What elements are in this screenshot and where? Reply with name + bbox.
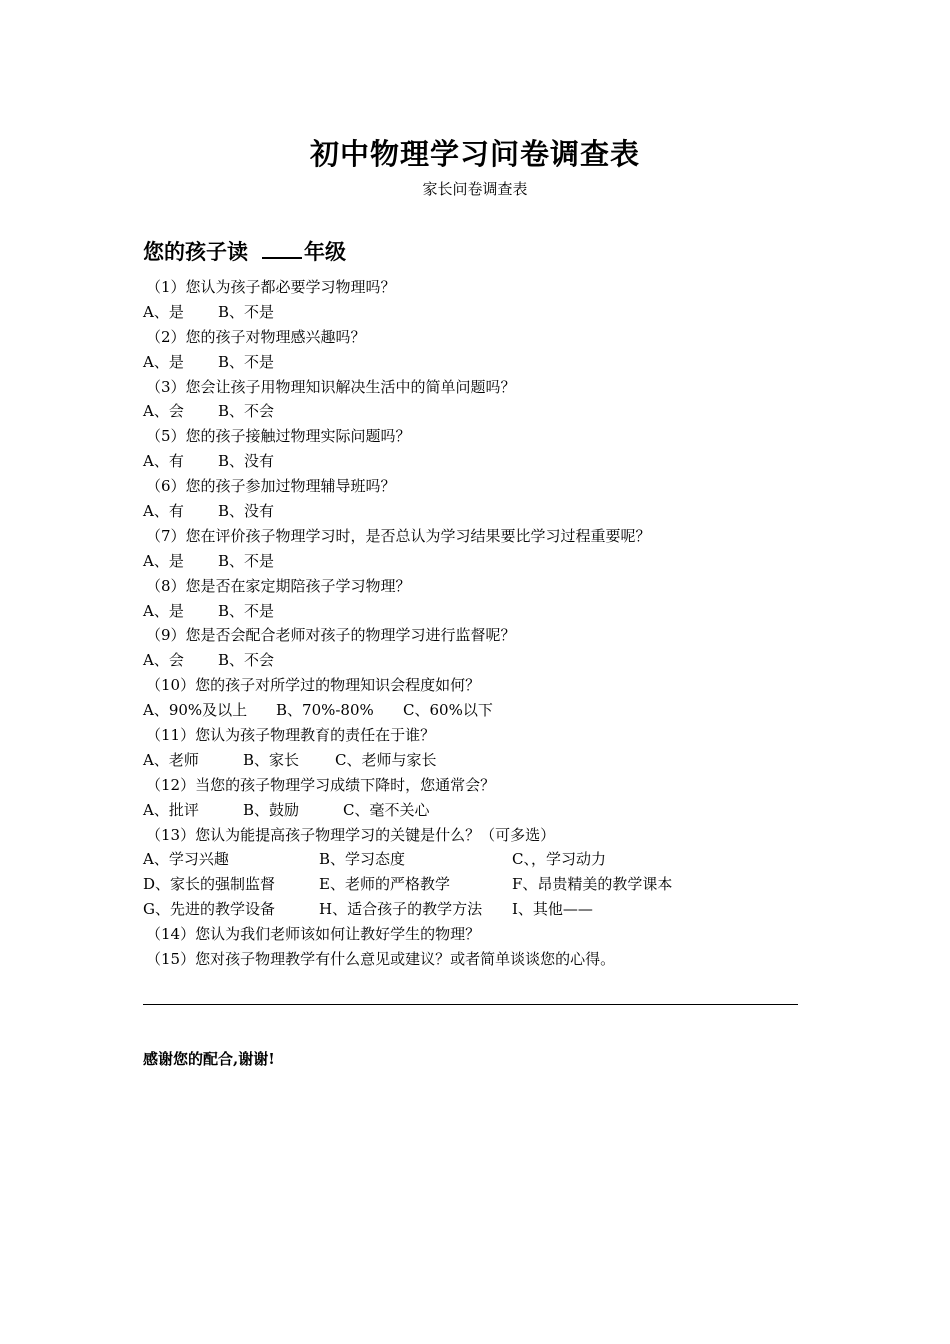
- question-options: [143, 549, 843, 574]
- answer-option[interactable]: A、会: [143, 402, 184, 421]
- answer-option[interactable]: E、老师的严格教学: [319, 875, 450, 894]
- question-text: （11）您认为孩子物理教育的责任在于谁？: [146, 726, 436, 745]
- page-title: 初中物理学习问卷调查表: [309, 137, 640, 171]
- question-text: （9）您是否会配合老师对孩子的物理学习进行监督呢？: [146, 626, 516, 645]
- question-options: [143, 847, 843, 872]
- question-options: [143, 698, 843, 723]
- grade-line: [143, 236, 346, 266]
- question-text: （5）您的孩子接触过物理实际问题吗？: [146, 427, 411, 446]
- grade-blank[interactable]: [262, 241, 302, 259]
- question-options: [143, 798, 843, 823]
- answer-option[interactable]: A、有: [143, 502, 184, 521]
- question-options: [143, 648, 843, 673]
- answer-option[interactable]: B、不会: [218, 402, 275, 421]
- grade-prefix: 您的孩子读: [143, 239, 248, 264]
- answer-option[interactable]: B、鼓励: [243, 800, 300, 819]
- question-text: （7）您在评价孩子物理学习时，是否总认为学习结果要比学习过程重要呢？: [146, 526, 651, 545]
- question-text: （8）您是否在家定期陪孩子学习物理？: [146, 576, 411, 595]
- question-text: （3）您会让孩子用物理知识解决生活中的简单问题吗？: [146, 377, 516, 396]
- answer-option[interactable]: B、不是: [218, 601, 275, 620]
- answer-option[interactable]: B、70%-80%: [276, 701, 374, 720]
- answer-option[interactable]: C、，学习动力: [512, 850, 606, 869]
- answer-option[interactable]: A、是: [143, 551, 184, 570]
- question-options: [143, 748, 843, 773]
- grade-suffix: 年级: [304, 239, 346, 264]
- answer-option[interactable]: A、学习兴趣: [143, 850, 229, 869]
- question-options: [143, 300, 843, 325]
- question-text: （15）您对孩子物理教学有什么意见或建议？或者简单谈谈您的心得。: [146, 950, 616, 969]
- answer-option[interactable]: C、老师与家长: [335, 750, 437, 769]
- page-subtitle: 家长问卷调查表: [422, 180, 528, 198]
- answer-option[interactable]: A、老师: [143, 750, 199, 769]
- question-options: [143, 599, 843, 624]
- answer-option[interactable]: A、是: [143, 601, 184, 620]
- question-options: [143, 872, 843, 897]
- answer-option[interactable]: G、先进的教学设备: [143, 900, 275, 919]
- answer-option[interactable]: B、不是: [218, 302, 275, 321]
- answer-divider: [143, 1004, 798, 1005]
- answer-option[interactable]: B、不会: [218, 651, 275, 670]
- answer-option[interactable]: B、不是: [218, 551, 275, 570]
- answer-option[interactable]: H、适合孩子的教学方法: [319, 900, 483, 919]
- question-text: （10）您的孩子对所学过的物理知识会程度如何？: [146, 676, 481, 695]
- question-text: （6）您的孩子参加过物理辅导班吗？: [146, 477, 396, 496]
- answer-option[interactable]: A、是: [143, 352, 184, 371]
- question-options: [143, 897, 843, 922]
- answer-option[interactable]: B、家长: [243, 750, 300, 769]
- answer-option[interactable]: A、90%及以上: [143, 701, 248, 720]
- question-list: [143, 275, 843, 972]
- question-options: [143, 350, 843, 375]
- question-text: （1）您认为孩子都必要学习物理吗？: [146, 278, 396, 296]
- answer-option[interactable]: C、毫不关心: [343, 800, 430, 819]
- answer-option[interactable]: I、其他——: [512, 900, 593, 919]
- question-text: （13）您认为能提高孩子物理学习的关键是什么？（可多选）: [146, 825, 556, 844]
- question-text: （14）您认为我们老师该如何让教好学生的物理？: [146, 925, 481, 944]
- answer-option[interactable]: B、没有: [218, 452, 275, 471]
- answer-option[interactable]: B、学习态度: [319, 850, 406, 869]
- answer-option[interactable]: B、不是: [218, 352, 275, 371]
- thanks-text: 感谢您的配合,谢谢!: [143, 1050, 275, 1068]
- question-text: （2）您的孩子对物理感兴趣吗？: [146, 327, 366, 346]
- answer-option[interactable]: B、没有: [218, 502, 275, 521]
- answer-option[interactable]: A、有: [143, 452, 184, 471]
- answer-option[interactable]: A、会: [143, 651, 184, 670]
- answer-option[interactable]: D、家长的强制监督: [143, 875, 276, 894]
- question-text: （12）当您的孩子物理学习成绩下降时，您通常会？: [146, 775, 496, 794]
- question-options: [143, 499, 843, 524]
- question-options: [143, 449, 843, 474]
- question-options: [143, 399, 843, 424]
- answer-option[interactable]: A、是: [143, 302, 184, 321]
- answer-option[interactable]: C、60%以下: [403, 701, 493, 720]
- answer-option[interactable]: A、批评: [143, 800, 199, 819]
- answer-option[interactable]: F、昂贵精美的教学课本: [512, 875, 673, 894]
